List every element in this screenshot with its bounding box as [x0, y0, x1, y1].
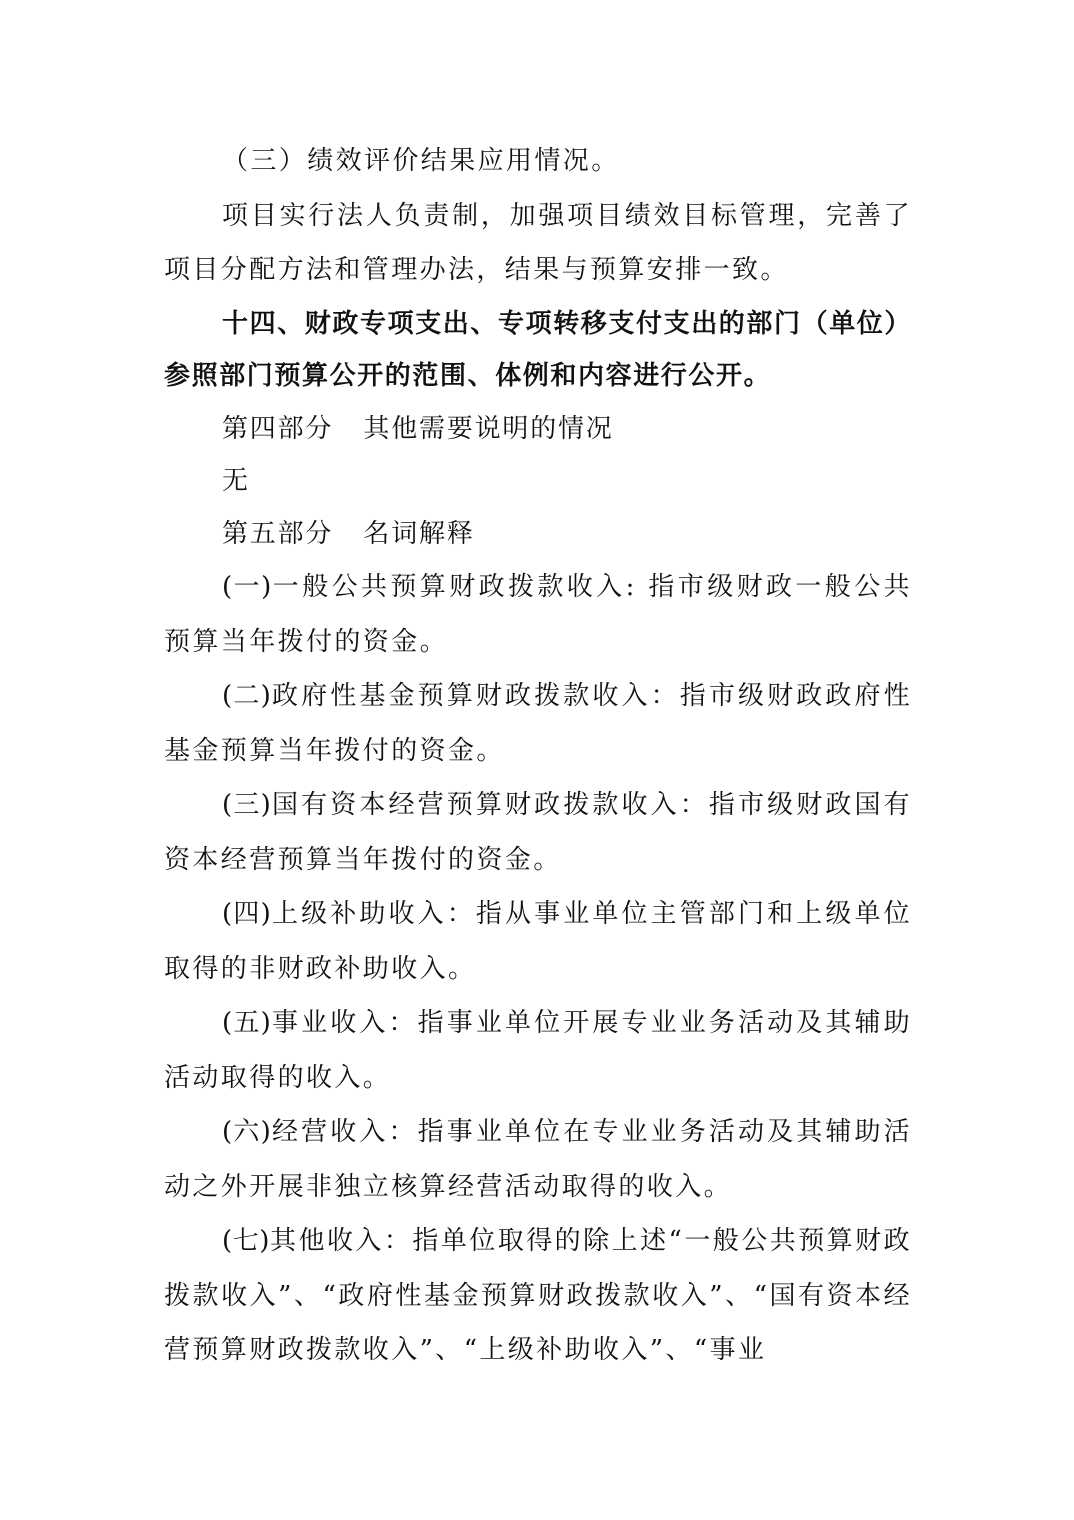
term-label: (五) — [222, 1008, 272, 1038]
term-definition — [164, 1105, 912, 1214]
term-label: (一) — [222, 572, 272, 602]
term-text: 政府性基金预算财政拨款收入：指市级财政政府性基金预算当年拨付的资金。 — [164, 681, 912, 766]
term-text: 一般公共预算财政拨款收入: 指市级财政一般公共预算当年拨付的资金。 — [164, 572, 912, 657]
section-heading-fourteen: 十四、财政专项支出、专项转移支付支出的部门（单位）参照部门预算公开的范围、体例和内容进行公开。 — [164, 308, 913, 391]
term-label: (三) — [222, 790, 272, 820]
part-four-body: 无 — [222, 466, 250, 496]
term-text: 国有资本经营预算财政拨款收入：指市级财政国有资本经营预算当年拨付的资金。 — [164, 790, 912, 875]
document-body — [164, 134, 912, 1378]
term-label: (二) — [222, 681, 272, 711]
part-four-number: 第四部分 — [222, 413, 334, 444]
term-text: 其他收入：指单位取得的除上述“一般公共预算财政拨款收入”、“政府性基金预算财政拨款收入”、“国有资本经营预算财政拨款收入”、“上级补助收入”、“事业 — [164, 1226, 912, 1365]
term-definition — [164, 996, 912, 1105]
term-definition — [164, 778, 912, 887]
paragraph-performance-evaluation: （三）绩效评价结果应用情况。 — [222, 146, 620, 176]
part-four-heading — [164, 403, 912, 456]
term-definition — [164, 669, 912, 778]
term-definition — [164, 560, 912, 669]
term-label: (四) — [222, 899, 272, 929]
part-five-name: 名词解释 — [363, 518, 475, 549]
part-five-number: 第五部分 — [222, 518, 334, 549]
term-definition — [164, 887, 912, 996]
part-four-name: 其他需要说明的情况 — [363, 413, 614, 444]
term-label: (六) — [222, 1117, 272, 1147]
part-five-heading — [164, 508, 912, 561]
term-label: (七) — [222, 1226, 270, 1256]
paragraph-project-management: 项目实行法人负责制，加强项目绩效目标管理，完善了项目分配方法和管理办法，结果与预算安排一致。 — [164, 200, 912, 285]
term-text: 上级补助收入：指从事业单位主管部门和上级单位取得的非财政补助收入。 — [164, 899, 912, 984]
term-text: 事业收入：指事业单位开展专业业务活动及其辅助活动取得的收入。 — [164, 1008, 912, 1093]
term-text: 经营收入：指事业单位在专业业务活动及其辅助活动之外开展非独立核算经营活动取得的收入。 — [164, 1117, 912, 1202]
term-definition — [164, 1214, 912, 1378]
